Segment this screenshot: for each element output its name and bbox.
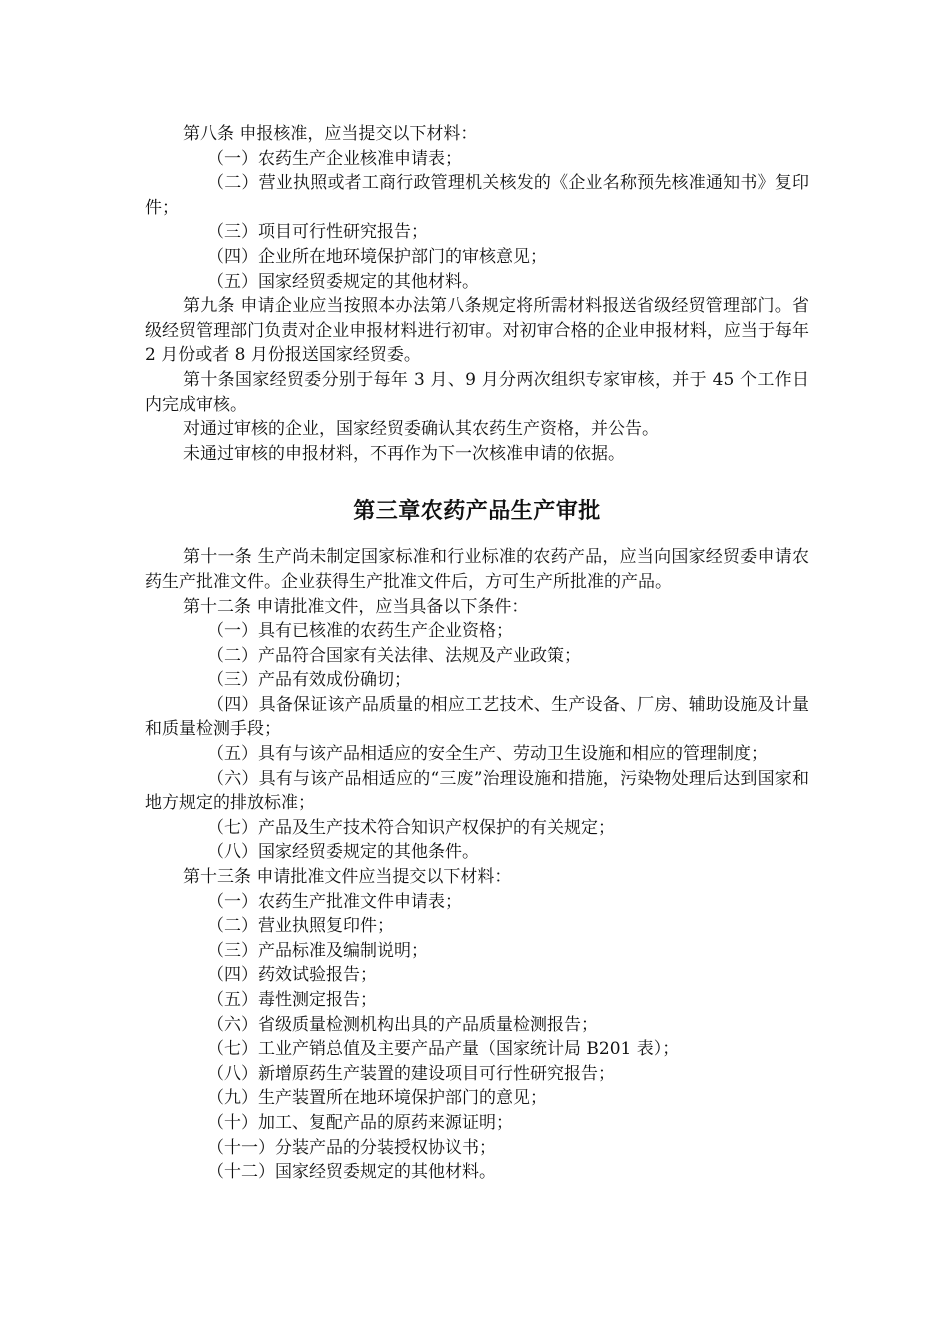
list-item: （六）省级质量检测机构出具的产品质量检测报告； xyxy=(207,1014,598,1035)
list-item: （一）农药生产批准文件申请表； xyxy=(207,891,462,912)
list-item: （二）产品符合国家有关法律、法规及产业政策； xyxy=(207,645,581,666)
list-item: （十一）分装产品的分装授权协议书； xyxy=(207,1137,496,1158)
list-item: （六）具有与该产品相适应的“三废”治理设施和措施，污染物处理后达到国家和地方规定的排放标准； xyxy=(145,768,809,814)
article-paragraph: 第九条 申请企业应当按照本办法第八条规定将所需材料报送省级经贸管理部门。省级经贸管理部门负责对企业申报材料进行初审。对初审合格的企业申报材料，应当于每年 2 月份或者 8 月份报送国家经贸委。 xyxy=(145,296,809,366)
list-item: （八）国家经贸委规定的其他条件。 xyxy=(207,842,479,863)
article-paragraph: 对通过审核的企业，国家经贸委确认其农药生产资格，并公告。 xyxy=(183,419,659,440)
section-articles-11-13 xyxy=(145,545,809,1184)
article-paragraph: 未通过审核的申报材料，不再作为下一次核准申请的依据。 xyxy=(183,443,625,464)
list-item: （四）具备保证该产品质量的相应工艺技术、生产设备、厂房、辅助设施及计量和质量检测手段； xyxy=(145,694,809,740)
list-item: （十二）国家经贸委规定的其他材料。 xyxy=(207,1162,496,1183)
list-item: （五）具有与该产品相适应的安全生产、劳动卫生设施和相应的管理制度； xyxy=(207,744,768,765)
document-body xyxy=(145,122,809,1185)
list-item: （三）项目可行性研究报告； xyxy=(207,222,428,243)
chapter-title: 第三章农药产品生产审批 xyxy=(353,499,601,525)
list-item: （四）药效试验报告； xyxy=(207,965,377,986)
list-item: （八）新增原药生产装置的建设项目可行性研究报告； xyxy=(207,1063,615,1084)
article-paragraph: 第十条国家经贸委分别于每年 3 月、9 月分两次组织专家审核，并于 45 个工作日内完成审核。 xyxy=(145,369,809,415)
list-item: （二）营业执照复印件； xyxy=(207,916,394,937)
list-item: （三）产品有效成份确切； xyxy=(207,670,411,691)
article-paragraph: 第八条 申报核准，应当提交以下材料： xyxy=(183,124,478,144)
list-item: （七）产品及生产技术符合知识产权保护的有关规定； xyxy=(207,817,615,838)
list-item: （一）具有已核准的农药生产企业资格； xyxy=(207,621,513,642)
list-item: （十）加工、复配产品的原药来源证明； xyxy=(207,1112,513,1133)
list-item: （二）营业执照或者工商行政管理机关核发的《企业名称预先核准通知书》复印件； xyxy=(145,173,809,218)
list-item: （一）农药生产企业核准申请表； xyxy=(207,148,462,169)
list-item: （五）毒性测定报告； xyxy=(207,990,377,1010)
section-articles-8-10 xyxy=(145,122,809,466)
list-item: （七）工业产销总值及主要产品产量（国家统计局 B201 表）； xyxy=(207,1039,680,1060)
list-item: （九）生产装置所在地环境保护部门的意见； xyxy=(207,1088,547,1109)
list-item: （五）国家经贸委规定的其他材料。 xyxy=(207,271,479,292)
list-item: （三）产品标准及编制说明； xyxy=(207,940,428,961)
article-paragraph: 第十一条 生产尚未制定国家标准和行业标准的农药产品，应当向国家经贸委申请农药生产批准文件。企业获得生产批准文件后，方可生产所批准的产品。 xyxy=(145,547,809,592)
article-paragraph: 第十二条 申请批准文件，应当具备以下条件： xyxy=(183,596,529,617)
list-item: （四）企业所在地环境保护部门的审核意见； xyxy=(207,246,547,267)
article-paragraph: 第十三条 申请批准文件应当提交以下材料： xyxy=(183,867,512,888)
